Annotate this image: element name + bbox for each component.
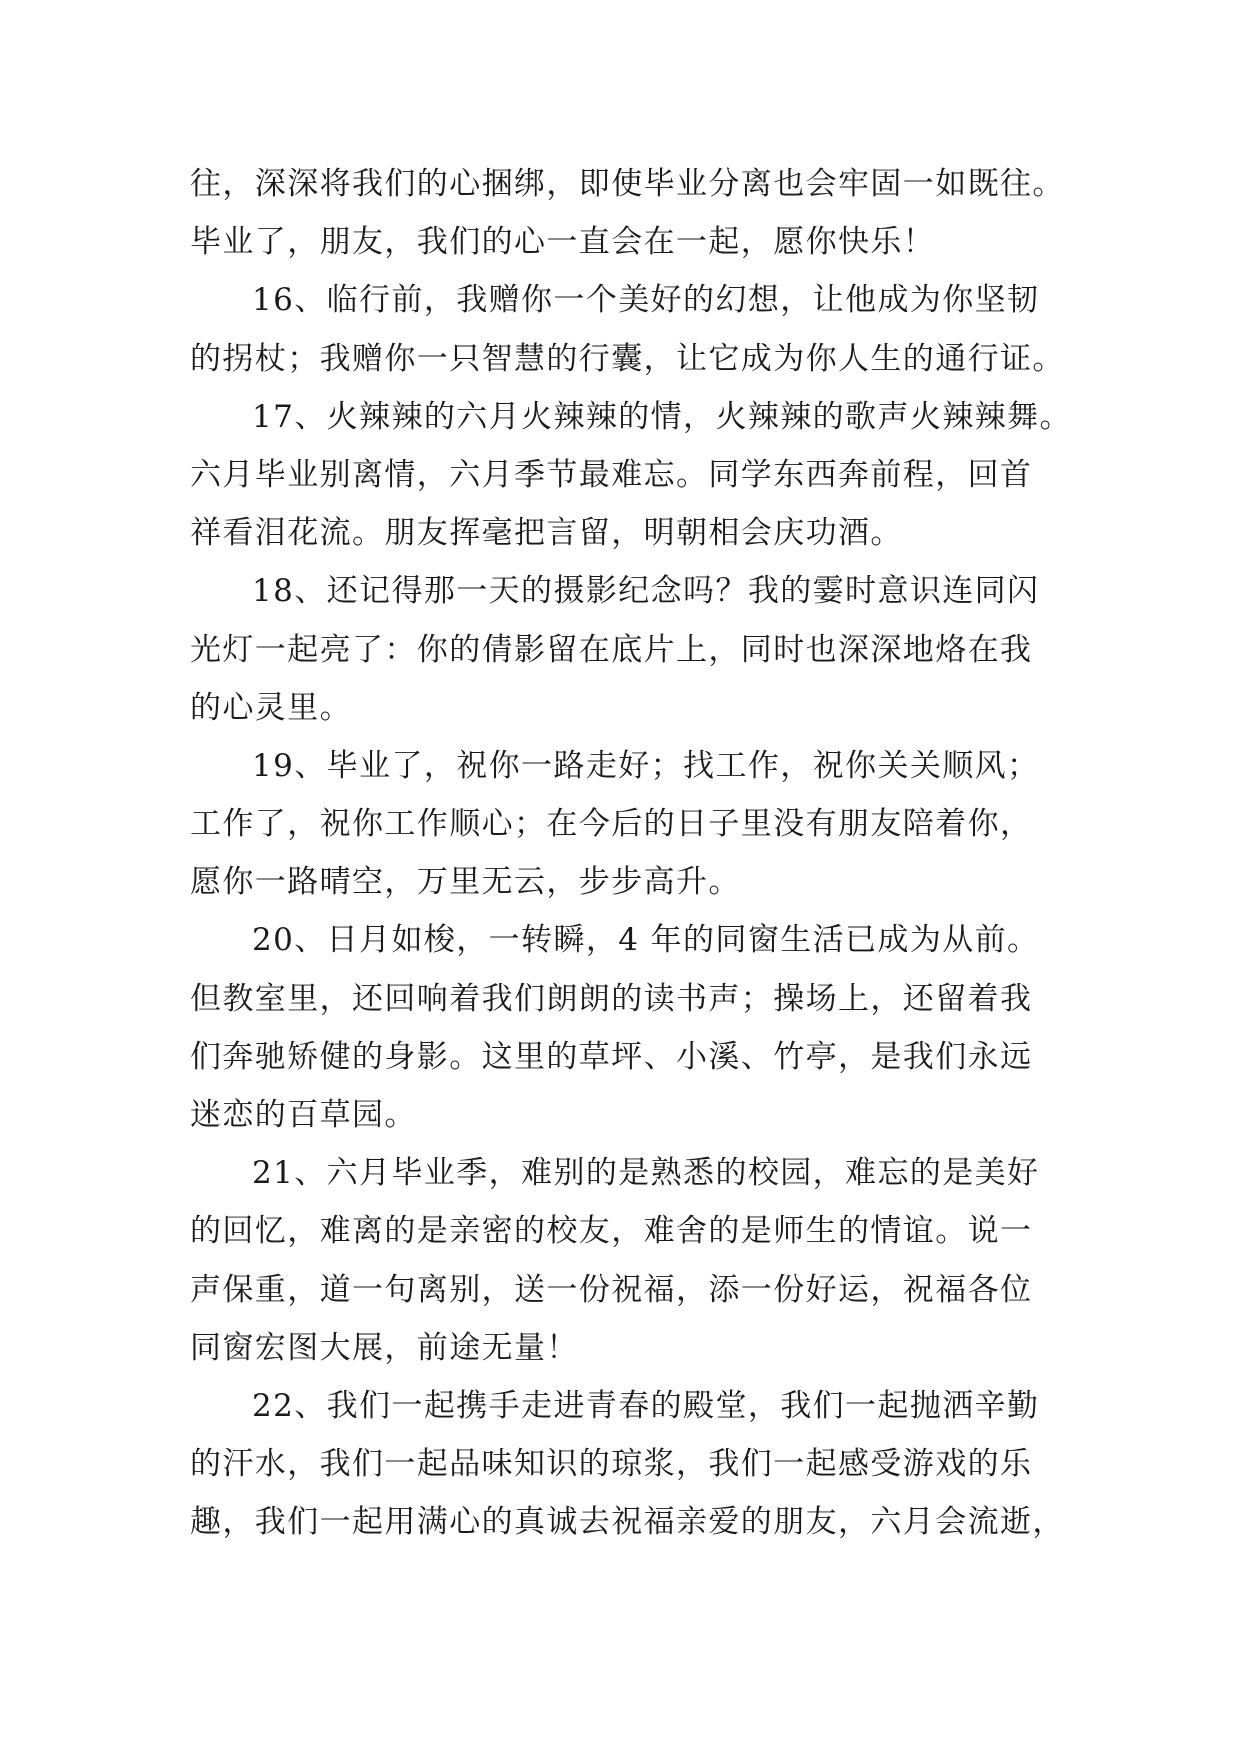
paragraph-line: 但教室里，还回响着我们朗朗的读书声；操场上，还留着我 [190,980,1033,1017]
paragraph-line: 迷恋的百草园。 [190,1097,417,1133]
paragraph-first-line: 20、日月如梭，一转瞬，4 年的同窗生活已成为从前。 [252,922,1040,959]
paragraph-first-line: 18、还记得那一天的摄影纪念吗？我的霎时意识连同闪 [252,573,1040,610]
paragraph-line: 的心灵里。 [190,689,352,726]
paragraph-line: 同窗宏图大展，前途无量！ [190,1329,579,1366]
paragraph-line: 的回忆，难离的是亲密的校友，难舍的是师生的情谊。说一 [190,1213,1033,1250]
paragraph-line: 六月毕业别离情，六月季节最难忘。同学东西奔前程，回首 [190,456,1033,493]
paragraph-first-line: 17、火辣辣的六月火辣辣的情，火辣辣的歌声火辣辣舞。 [252,398,1072,435]
document-body [190,155,1072,1552]
paragraph-first-line: 21、六月毕业季，难别的是熟悉的校园，难忘的是美好 [252,1155,1040,1192]
paragraph-line: 们奔驰矫健的身影。这里的草坪、小溪、竹亭，是我们永远 [190,1038,1033,1075]
paragraph-line: 的拐杖；我赠你一只智慧的行囊，让它成为你人生的通行证。 [190,340,1065,377]
paragraph-line: 声保重，道一句离别，送一份祝福，添一份好运，祝福各位 [190,1271,1033,1308]
paragraph-line: 的汗水，我们一起品味知识的琼浆，我们一起感受游戏的乐 [190,1446,1033,1483]
paragraph-line: 毕业了，朋友，我们的心一直会在一起，愿你快乐！ [190,224,936,261]
paragraph-line: 愿你一路晴空，万里无云，步步高升。 [190,864,741,901]
paragraph-first-line: 16、临行前，我赠你一个美好的幻想，让他成为你坚韧 [252,282,1040,319]
paragraph-line: 往，深深将我们的心捆绑，即使毕业分离也会牢固一如既往。 [190,166,1065,202]
paragraph-first-line: 19、毕业了，祝你一路走好；找工作，祝你关关顺风； [252,747,1040,784]
paragraph-line: 光灯一起亮了：你的倩影留在底片上，同时也深深地烙在我 [190,631,1033,668]
paragraph-first-line: 22、我们一起携手走进青春的殿堂，我们一起抛洒辛勤 [252,1387,1040,1424]
paragraph-line: 趣，我们一起用满心的真诚去祝福亲爱的朋友，六月会流逝， [190,1504,1065,1541]
paragraph-line: 祥看泪花流。朋友挥毫把言留，明朝相会庆功酒。 [190,515,903,552]
paragraph-line: 工作了，祝你工作顺心；在今后的日子里没有朋友陪着你， [190,806,1033,843]
